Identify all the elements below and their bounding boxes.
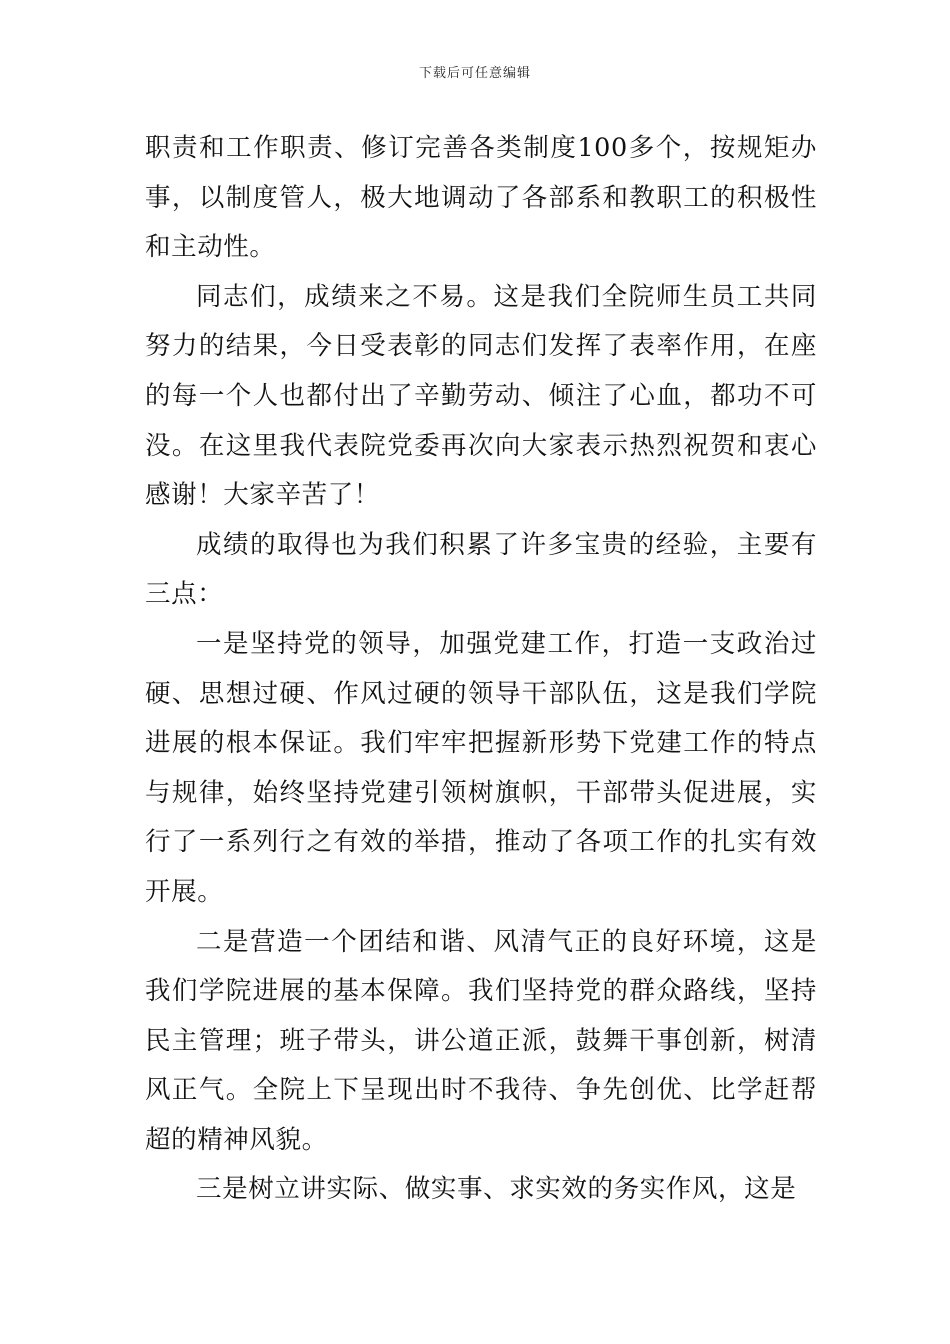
paragraph: 成绩的取得也为我们积累了许多宝贵的经验，主要有三点： [145, 529, 817, 610]
paragraph-continuation: 职责和工作职责、修订完善各类制度100多个，按规矩办事，以制度管人，极大地调动了各部系和教职工的积极性和主动性。 [145, 133, 817, 263]
page-header: 下载后可任意编辑 [418, 66, 531, 81]
paragraph: 二是营造一个团结和谐、风清气正的良好环境，这是我们学院进展的基本保障。我们坚持党的群众路线，坚持民主管理；班子带头，讲公道正派，鼓舞干事创新，树清风正气。全院上下呈现出时不我待、争先创优、比学赶帮超的精神风貌。 [145, 926, 817, 1155]
document-body [145, 124, 817, 1215]
paragraph: 一是坚持党的领导，加强党建工作，打造一支政治过硬、思想过硬、作风过硬的领导干部队伍，这是我们学院进展的根本保证。我们牢牢把握新形势下党建工作的特点与规律，始终坚持党建引领树旗帜，干部带头促进展，实行了一系列行之有效的举措，推动了各项工作的扎实有效开展。 [145, 628, 817, 907]
paragraph: 同志们，成绩来之不易。这是我们全院师生员工共同努力的结果，今日受表彰的同志们发挥了表率作用，在座的每一个人也都付出了辛勤劳动、倾注了心血，都功不可没。在这里我代表院党委再次向大家表示热烈祝贺和衷心感谢！大家辛苦了！ [145, 281, 817, 511]
paragraph: 三是树立讲实际、做实事、求实效的务实作风，这是 [196, 1174, 797, 1205]
